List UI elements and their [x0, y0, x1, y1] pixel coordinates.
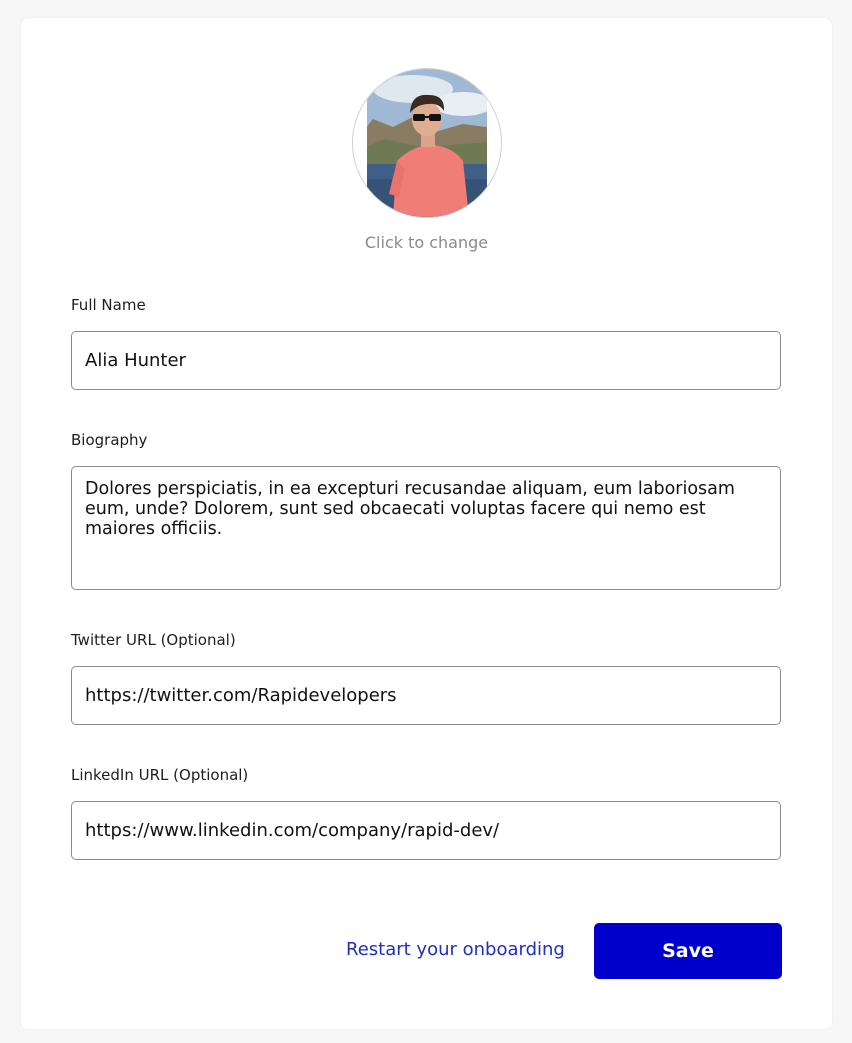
avatar[interactable]	[352, 68, 502, 218]
restart-onboarding-link[interactable]: Restart your onboarding	[346, 939, 565, 960]
linkedin-url-label: LinkedIn URL (Optional)	[71, 766, 249, 784]
biography-textarea[interactable]	[71, 466, 781, 590]
avatar-caption: Click to change	[364, 233, 489, 252]
twitter-url-input[interactable]	[71, 666, 781, 725]
linkedin-url-input[interactable]	[71, 801, 781, 860]
twitter-url-label: Twitter URL (Optional)	[71, 631, 236, 649]
save-button[interactable]: Save	[594, 923, 782, 979]
profile-card	[21, 18, 832, 1029]
full-name-label: Full Name	[71, 296, 146, 314]
biography-label: Biography	[71, 431, 148, 449]
full-name-input[interactable]	[71, 331, 781, 390]
profile-photo-icon	[353, 69, 501, 217]
